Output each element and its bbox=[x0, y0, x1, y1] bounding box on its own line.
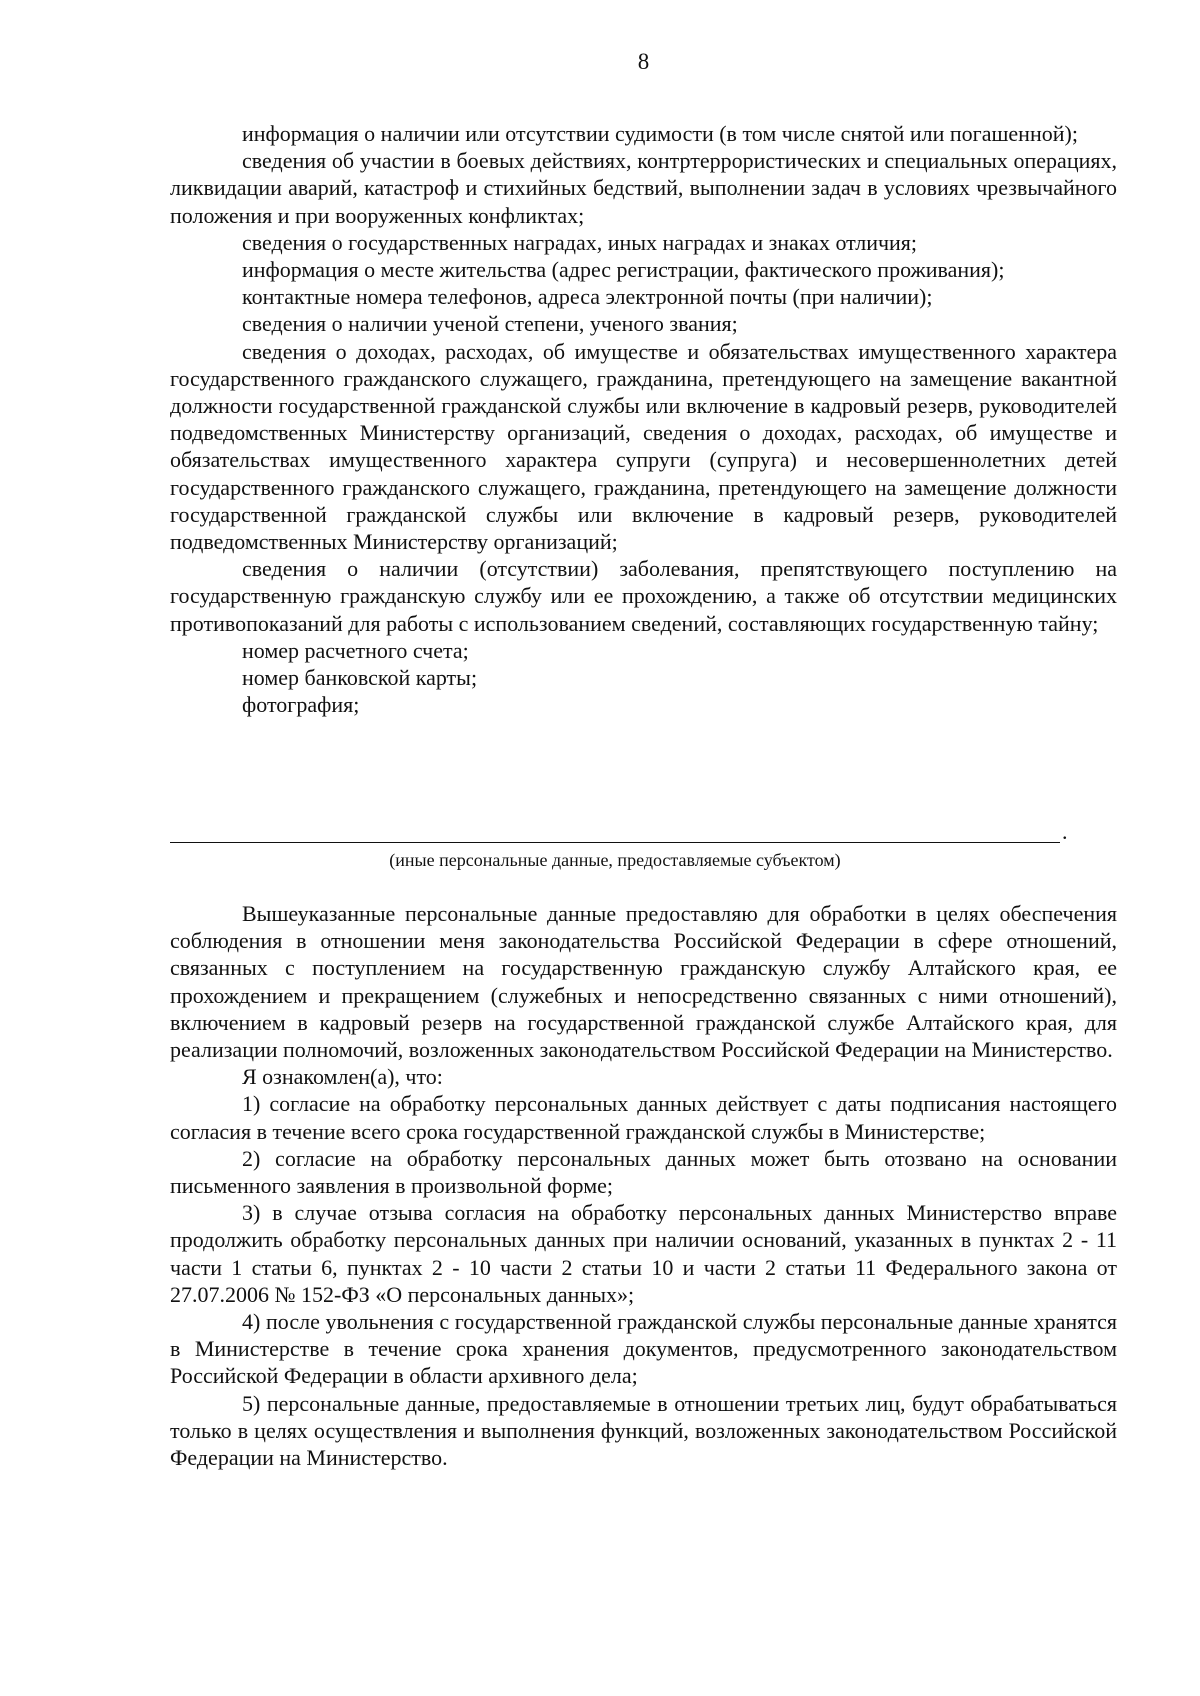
consent-purpose-paragraph: Вышеуказанные персональные данные предоставляю для обработки в целях обеспечения соблюдения в отношении меня законодательства Российской Федерации в сфере отношений, связанных с поступлением на государственную гражданскую службу Алтайского края, ее прохождением и прекращением (служебных и непосредственно связанных с ними отношений), включением в кадровый резерв на государственной гражданской службе Алтайского края, для реализации полномочий, возложенных законодательством Российской Федерации на Министерство. bbox=[170, 901, 1117, 1063]
list-item: номер расчетного счета; bbox=[242, 637, 469, 663]
fill-in-caption: (иные персональные данные, предоставляемые субъектом) bbox=[389, 850, 841, 870]
acknowledgement-item: 3) в случае отзыва согласия на обработку персональных данных Министерство вправе продолжить обработку персональных данных при наличии оснований, указанных в пунктах 2 - 11 части 1 статьи 6, пунктах 2 - 10 части 2 статьи 10 и части 2 статьи 11 Федерального закона от 27.07.2006 № 152-ФЗ «О персональных данных»; bbox=[170, 1200, 1117, 1307]
page-number: 8 bbox=[637, 49, 650, 74]
list-item: сведения о наличии (отсутствии) заболевания, препятствующего поступлению на государственную гражданскую службу или ее прохождению, а также об отсутствии медицинских противопоказаний для работы с использованием сведений, составляющих государственную тайну; bbox=[170, 556, 1117, 636]
consent-terms bbox=[170, 900, 1117, 1471]
acknowledgement-item: 4) после увольнения с государственной гражданской службы персональные данные хранятся в Министерстве в течение срока хранения документов, предусмотренного законодательством Российской Федерации в области архивного дела; bbox=[170, 1309, 1117, 1389]
acknowledgement-item: 5) персональные данные, предоставляемые в отношении третьих лиц, будут обрабатываться только в целях осуществления и выполнения функций, возложенных законодательством Российской Федерации на Министерство. bbox=[170, 1390, 1117, 1471]
personal-data-list bbox=[170, 120, 1117, 718]
list-item: информация о месте жительства (адрес регистрации, фактического проживания); bbox=[242, 257, 1005, 283]
list-item: сведения о государственных наградах, иных наградах и знаках отличия; bbox=[242, 229, 918, 255]
acknowledgement-heading: Я ознакомлен(а), что: bbox=[242, 1064, 443, 1090]
list-item: контактные номера телефонов, адреса электронной почты (при наличии); bbox=[242, 284, 933, 310]
list-item: сведения о доходах, расходах, об имуществе и обязательствах имущественного характера государственного гражданского служащего, гражданина, претендующего на замещение вакантной должности государственной гражданской службы или включение в кадровый резерв, руководителей подведомственных Министерству организаций, сведения о доходах, расходах, об имуществе и обязательствах имущественного характера супруги (супруга) и несовершеннолетних детей государственного гражданского служащего, гражданина, претендующего на замещение должности государственной гражданской службы или включение в кадровый резерв, руководителей подведомственных Министерству организаций; bbox=[170, 338, 1117, 555]
list-item: сведения об участии в боевых действиях, контртеррористических и специальных операциях, ликвидации аварий, катастроф и стихийных бедствий, выполнении задач в условиях чрезвычайного положения и при вооруженных конфликтах; bbox=[170, 148, 1117, 228]
list-item: сведения о наличии ученой степени, ученого звания; bbox=[242, 311, 738, 337]
fill-in-end-mark: . bbox=[1062, 819, 1068, 844]
list-item: фотография; bbox=[242, 692, 360, 718]
acknowledgement-item: 2) согласие на обработку персональных данных может быть отозвано на основании письменного заявления в произвольной форме; bbox=[170, 1145, 1117, 1199]
fill-in-line bbox=[170, 842, 1060, 843]
list-item: информация о наличии или отсутствии судимости (в том числе снятой или погашенной); bbox=[242, 121, 1078, 146]
list-item: номер банковской карты; bbox=[242, 665, 478, 691]
acknowledgement-item: 1) согласие на обработку персональных данных действует с даты подписания настоящего согласия в течение всего срока государственной гражданской службы в Министерстве; bbox=[170, 1091, 1117, 1144]
